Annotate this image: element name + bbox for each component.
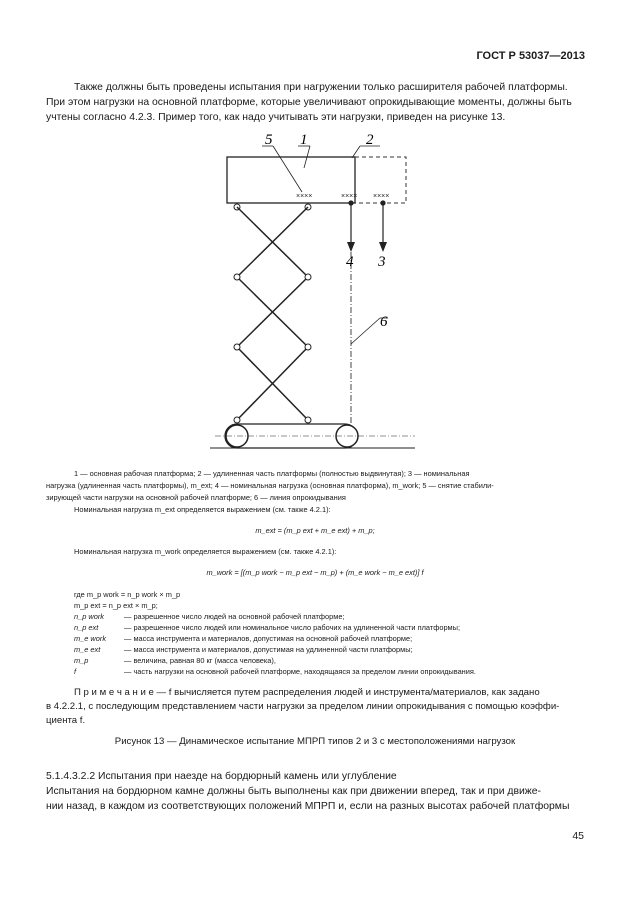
scissor-arms bbox=[237, 207, 308, 420]
label-5: 5 bbox=[265, 132, 273, 148]
label-4: 4 bbox=[346, 254, 354, 270]
leader-6 bbox=[351, 318, 380, 344]
label-2: 2 bbox=[366, 132, 374, 148]
intro-line-1: Также должны быть проведены испытания при нагружении только расширителя рабочей платформы. bbox=[74, 82, 568, 93]
definition-row: m_e work — масса инструмента и материалов, допустимая на основной рабочей платформе; bbox=[74, 634, 413, 643]
note-line-3: циента f. bbox=[46, 715, 86, 726]
load-mark-4: ×××× bbox=[341, 193, 358, 200]
formula-intro-1: Номинальная нагрузка m_ext определяется выражением (см. также 4.2.1): bbox=[74, 505, 331, 514]
legend-line-3: зирующей части нагрузки на основной рабочей платформе; 6 — линия опрокидывания bbox=[46, 493, 346, 502]
scissor-lift-figure bbox=[210, 132, 420, 457]
definition-row: n_p work — разрешенное число людей на основной рабочей платформе; bbox=[74, 612, 345, 621]
legend-line-1: 1 — основная рабочая платформа; 2 — удлиненная часть платформы (полностью выдвинутая); 3 — номинальная bbox=[74, 469, 470, 478]
section-line-1: Испытания на бордюрном камне должны быть выполнены как при движении вперед, так и при движе- bbox=[46, 786, 541, 797]
definition-row: m_p — величина, равная 80 кг (масса человека), bbox=[74, 656, 276, 665]
formula-intro-2: Номинальная нагрузка m_work определяется выражением (см. также 4.2.1): bbox=[74, 547, 337, 556]
definition-row: f — часть нагрузки на основной рабочей платформе, находящаяся за пределом линии опрокидывания. bbox=[74, 667, 476, 676]
leader-5 bbox=[273, 146, 302, 192]
note-line-2: в 4.2.2.1, с последующим представлением части нагрузки за пределом линии опрокидывания с помощью коэффи- bbox=[46, 701, 560, 712]
definition-row: n_p ext — разрешенное число людей или номинальное число рабочих на удлиненной части платформы; bbox=[74, 623, 461, 632]
load-mark-3: ×××× bbox=[373, 193, 390, 200]
formula-ext: m_ext = (m_p ext + m_e ext) + m_p; bbox=[255, 526, 375, 535]
label-1: 1 bbox=[300, 132, 308, 148]
intro-line-3: учтены согласно 4.2.3. Пример того, как надо учитывать эти нагрузки, приведен на рисунке 13. bbox=[46, 112, 506, 123]
where-line-1: где m_p work = n_p work × m_p bbox=[74, 590, 181, 599]
main-platform bbox=[227, 157, 358, 203]
definitions-list bbox=[74, 611, 584, 677]
intro-line-2: При этом нагрузки на основной платформе, которые увеличивают опрокидывающие моменты, должны быть bbox=[46, 97, 572, 108]
load-mark-5: ×××× bbox=[296, 193, 313, 200]
section-line-2: нии назад, в каждом из соответствующих положений МПРП и, если на разных высотах рабочей платформы bbox=[46, 801, 570, 812]
figure-caption: Рисунок 13 — Динамическое испытание МПРП типов 2 и 3 с местоположениями нагрузок bbox=[114, 736, 516, 747]
page-number: 45 bbox=[572, 830, 584, 842]
section-heading: 5.1.4.3.2.2 Испытания при наезде на бордюрный камень или углубление bbox=[46, 771, 397, 782]
where-line-2: m_p ext = n_p ext × m_p; bbox=[74, 601, 158, 610]
label-6: 6 bbox=[380, 314, 388, 330]
standard-header: ГОСТ Р 53037—2013 bbox=[476, 50, 585, 62]
formula-work: m_work = [(m_p work − m_p ext − m_p) + (m_e work − m_e ext)] f bbox=[206, 568, 424, 577]
note-line-1: П р и м е ч а н и е — f вычисляется путем распределения людей и инструмента/материалов, как задано bbox=[74, 687, 540, 698]
label-3: 3 bbox=[378, 254, 386, 270]
leader-2 bbox=[352, 146, 360, 158]
legend-line-2: нагрузка (удлиненная часть платформы), m_ext; 4 — номинальная нагрузка (основная платформа), m_work; 5 — снятие стабили- bbox=[46, 481, 494, 490]
definition-row: m_e ext — масса инструмента и материалов, допустимая на удлиненной части платформы; bbox=[74, 645, 413, 654]
